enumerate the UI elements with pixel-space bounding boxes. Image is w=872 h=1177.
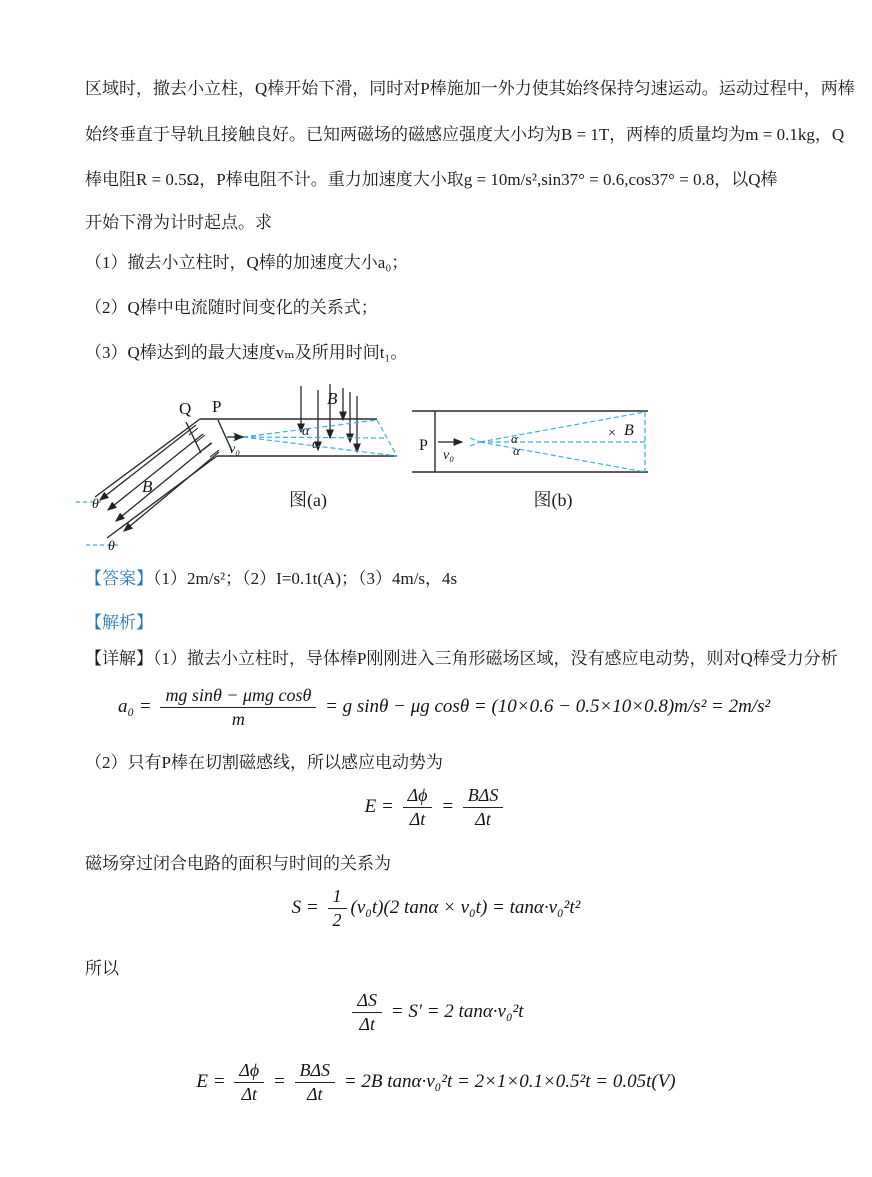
alpha-upper-label: α [302, 424, 310, 439]
pillar-tick-marks [189, 428, 219, 457]
v0-label: v₀ [443, 448, 455, 463]
detail-step1-text: （1）撤去小立柱时，导体棒P刚刚进入三角形磁场区域，没有感应电动势，则对Q棒受力分析 [153, 649, 838, 668]
formula-fraction: $\frac{\Delta\phi}{\Delta t}$ [234, 1060, 264, 1104]
theta-lower-label: θ [108, 539, 115, 554]
answer-text: （1）2m/s²；（2）I=0.1t(A)；（3）4m/s，4s [153, 569, 458, 588]
formula-fraction: $\frac{1}{2}$ [328, 886, 347, 930]
figure-a-diagram [72, 380, 422, 565]
formula-text: S = [291, 897, 324, 918]
formula-text: E = [364, 796, 399, 817]
question-2: （2）Q棒中电流随时间变化的关系式； [85, 298, 378, 317]
detail-step4-text: 所以 [85, 959, 119, 978]
formula-fraction: $\frac{\Delta S}{\Delta t}$ [352, 990, 382, 1034]
field-into-page-cross-icon: × [608, 426, 616, 441]
b-field-incline-label: B [142, 477, 153, 496]
analysis-row [85, 612, 153, 634]
formula-fraction: $\frac{\text{mg sinθ − μmg cosθ}}{m}$ [160, 685, 316, 729]
formula-fraction: $\frac{\Delta\phi}{\Delta t}$ [403, 785, 433, 829]
alpha-lower-label: α [513, 443, 520, 458]
intro-line-4: 开始下滑为计时起点。求 [85, 213, 272, 232]
b-field-top-label: B [327, 389, 338, 408]
formula-emf-result [0, 1056, 872, 1108]
question-1: （1）撤去小立柱时，Q棒的加速度大小a₀； [85, 253, 409, 272]
rod-p-label: P [419, 437, 428, 454]
alpha-lower-label: α [312, 437, 320, 452]
formula-text: a₀ = [118, 696, 157, 717]
rod-p-label: P [212, 397, 222, 416]
b-field-label: B [624, 422, 634, 439]
detail-label: 【详解】 [85, 649, 153, 668]
formula-text: E = [196, 1071, 231, 1092]
v0-label: v₀ [229, 442, 241, 457]
formula-fraction: $\frac{\text{BΔS}}{\Delta t}$ [463, 785, 504, 829]
rod-q-label: Q [179, 399, 192, 418]
answer-label: 【答案】 [85, 569, 153, 588]
dashed-field-triangle [470, 412, 645, 472]
formula-text: = [268, 1071, 291, 1092]
intro-line-2: 始终垂直于导轨且接触良好。已知两磁场的磁感应强度大小均为B = 1T，两棒的质量均为m = 0.1kg，Q [85, 125, 845, 144]
figure-b-caption: 图(b) [533, 490, 573, 510]
formula-emf-definition [0, 781, 872, 833]
analysis-label: 【解析】 [85, 613, 153, 632]
detail-step2-text: （2）只有P棒在切割磁感线，所以感应电动势为 [85, 753, 443, 772]
detail-step1-row [85, 648, 838, 670]
formula-text: = g sinθ − μg cosθ = (10×0.6 − 0.5×10×0.8)m/s² = 2m/s² [320, 696, 771, 717]
answer-row [85, 568, 457, 590]
alpha-upper-label: α [511, 431, 518, 446]
formula-a0 [118, 681, 770, 733]
formula-text: = [436, 796, 459, 817]
intro-line-3: 棒电阻R = 0.5Ω，P棒电阻不计。重力加速度大小取g = 10m/s²,sin37° = 0.6,cos37° = 0.8，以Q棒 [85, 170, 778, 189]
formula-fraction: $\frac{\text{BΔS}}{\Delta t}$ [295, 1060, 336, 1104]
incline-field-arrows [100, 425, 219, 531]
question-3: （3）Q棒达到的最大速度vₘ及所用时间t₁。 [85, 343, 408, 362]
figure-a-caption: 图(a) [289, 490, 327, 510]
formula-text: = 2B tanα·v₀²t = 2×1×0.1×0.5²t = 0.05t(V) [339, 1071, 676, 1092]
formula-area [0, 882, 872, 934]
intro-line-1: 区域时，撤去小立柱，Q棒开始下滑，同时对P棒施加一外力使其始终保持匀速运动。运动过程中，两棒 [85, 79, 855, 98]
formula-text: = S′ = 2 tanα·v₀²t [386, 1001, 524, 1022]
theta-upper-label: θ [92, 497, 99, 512]
formula-text: (v₀t)(2 tanα × v₀t) = tanα·v₀²t² [350, 897, 581, 918]
formula-flux-rate [0, 986, 872, 1038]
detail-step3-text: 磁场穿过闭合电路的面积与时间的关系为 [85, 854, 391, 873]
